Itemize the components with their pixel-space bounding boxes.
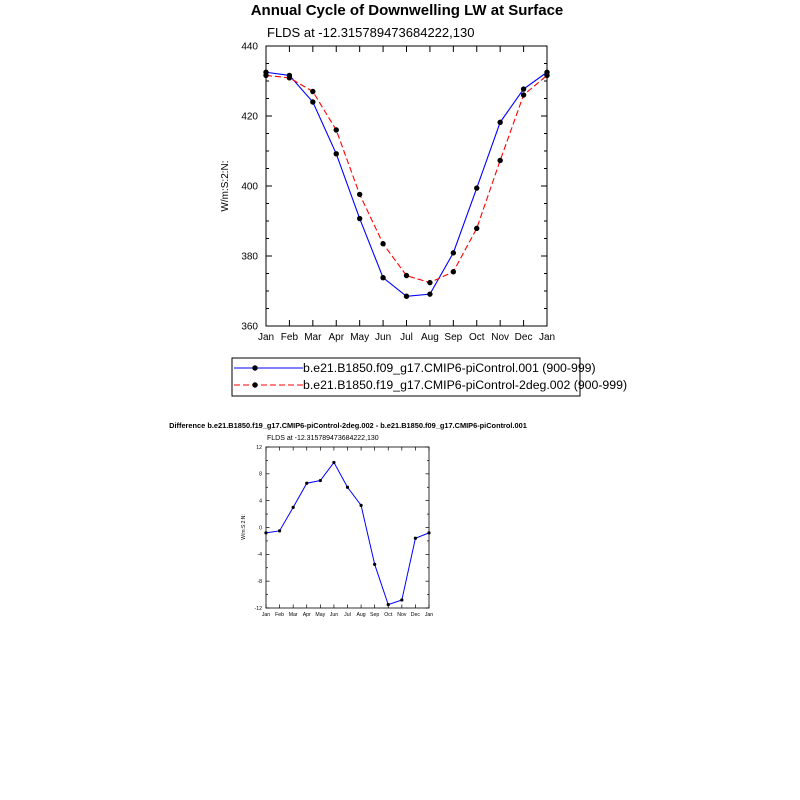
series-1-point xyxy=(387,603,390,606)
series-1-point xyxy=(414,537,417,540)
y-tick-label: 360 xyxy=(241,321,258,333)
difference-chart xyxy=(169,421,527,618)
x-tick-label: Nov xyxy=(491,332,510,343)
series-2-point xyxy=(451,269,456,274)
chart2-tick-labels xyxy=(255,445,434,618)
chart2-subtitle: FLDS at -12.315789473684222,130 xyxy=(267,435,379,442)
series-1-point xyxy=(359,504,362,507)
x-tick-label: Jan xyxy=(257,332,275,343)
x-tick-label: Nov xyxy=(397,612,407,618)
series-2-point xyxy=(497,158,502,163)
series-2-point xyxy=(334,127,339,132)
series-1-point xyxy=(521,86,526,91)
x-tick-label: Dec xyxy=(410,612,421,618)
x-tick-label: Aug xyxy=(421,332,439,343)
series-1-point xyxy=(278,529,281,532)
series-1-point xyxy=(373,563,376,566)
series-1-point xyxy=(334,151,339,156)
series-2-point xyxy=(357,192,362,197)
series-2-point xyxy=(287,75,292,80)
chart1-title: Annual Cycle of Downwelling LW at Surface xyxy=(250,2,564,19)
x-tick-label: Apr xyxy=(302,612,311,618)
series-1-point xyxy=(292,506,295,509)
y-tick-label: 0 xyxy=(259,525,262,532)
series-2-point xyxy=(310,89,315,94)
legend-label-2: b.e21.B1850.f19_g17.CMIP6-piControl-2deg.002 (900-999) xyxy=(303,378,628,392)
series-1-point xyxy=(380,275,385,280)
series-line-2 xyxy=(266,75,547,282)
chart2-series xyxy=(264,461,430,606)
x-tick-label: Mar xyxy=(288,612,298,618)
x-tick-label: Jan xyxy=(424,612,434,618)
series-1-point xyxy=(305,482,308,485)
series-1-point xyxy=(319,479,322,482)
chart1-legend xyxy=(232,358,627,396)
x-tick-label: Oct xyxy=(384,612,393,618)
x-tick-label: Jul xyxy=(400,332,413,343)
x-tick-label: Jan xyxy=(261,612,271,618)
y-tick-label: 8 xyxy=(259,471,262,478)
x-tick-label: May xyxy=(315,612,326,618)
chart2-plot-frame xyxy=(266,447,429,608)
x-tick-label: Jun xyxy=(375,332,392,343)
series-1-point xyxy=(427,291,432,296)
series-1-point xyxy=(474,185,479,190)
chart1-tick-labels xyxy=(241,42,555,344)
chart1-series xyxy=(263,70,549,299)
x-tick-label: Sep xyxy=(444,332,463,343)
x-tick-label: Sep xyxy=(370,612,380,618)
chart1-plot-frame xyxy=(266,46,547,326)
series-1-point xyxy=(310,99,315,104)
annual-cycle-chart xyxy=(220,2,627,396)
series-2-point xyxy=(521,92,526,97)
y-tick-label: 12 xyxy=(256,444,262,451)
legend-marker-2 xyxy=(252,382,257,387)
series-1-point xyxy=(400,598,403,601)
y-tick-label: -4 xyxy=(257,552,262,559)
y-tick-label: 4 xyxy=(259,498,262,505)
chart1-ylabel: W/m:S:2:N: xyxy=(220,160,231,212)
series-1-point xyxy=(332,461,335,464)
series-line-1 xyxy=(266,72,547,296)
y-tick-label: 400 xyxy=(241,181,258,193)
y-tick-label: 440 xyxy=(241,41,258,53)
series-2-point xyxy=(263,73,268,78)
x-tick-label: Aug xyxy=(356,612,366,618)
x-tick-label: Feb xyxy=(275,612,285,618)
series-2-point xyxy=(427,280,432,285)
series-1-point xyxy=(404,294,409,299)
chart2-ticks xyxy=(266,447,429,608)
series-1-point xyxy=(264,531,267,534)
series-line-1 xyxy=(266,462,429,604)
x-tick-label: Jul xyxy=(344,612,351,618)
x-tick-label: Oct xyxy=(468,332,485,343)
y-tick-label: -8 xyxy=(257,578,262,585)
series-1-point xyxy=(357,216,362,221)
x-tick-label: Jan xyxy=(538,332,556,343)
x-tick-label: Apr xyxy=(328,332,345,343)
x-tick-label: Dec xyxy=(514,332,533,343)
series-1-point xyxy=(497,120,502,125)
series-2-point xyxy=(544,73,549,78)
y-tick-label: 380 xyxy=(241,251,258,263)
legend-label-1: b.e21.B1850.f09_g17.CMIP6-piControl.001 (900-999) xyxy=(303,361,596,375)
x-tick-label: Feb xyxy=(280,332,299,343)
series-1-point xyxy=(427,531,430,534)
chart2-title: Difference b.e21.B1850.f19_g17.CMIP6-piControl-2deg.002 - b.e21.B1850.f09_g17.CMIP6-piControl.001 xyxy=(169,421,527,430)
series-1-point xyxy=(451,250,456,255)
x-tick-label: May xyxy=(350,332,370,343)
chart2-ylabel: W/m:S:2:N: xyxy=(241,514,247,540)
series-2-point xyxy=(404,273,409,278)
y-tick-label: -12 xyxy=(254,605,262,612)
x-tick-label: Mar xyxy=(304,332,322,343)
legend-marker-1 xyxy=(252,365,257,370)
series-2-point xyxy=(474,226,479,231)
chart1-ticks xyxy=(266,46,547,326)
x-tick-label: Jun xyxy=(329,612,339,618)
chart1-subtitle: FLDS at -12.315789473684222,130 xyxy=(267,25,475,40)
y-tick-label: 420 xyxy=(241,111,258,123)
series-1-point xyxy=(346,486,349,489)
series-2-point xyxy=(380,241,385,246)
